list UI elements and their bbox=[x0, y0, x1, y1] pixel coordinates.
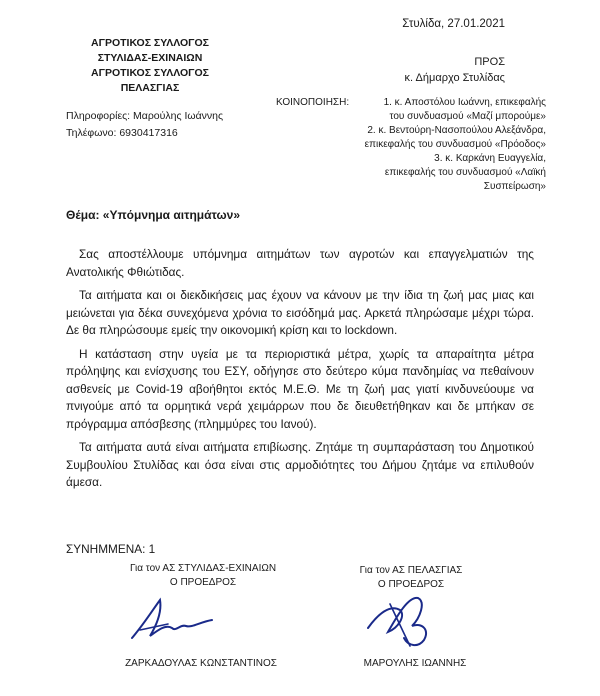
entry-line: επικεφαλής του συνδυασμού «Πρόοδος» bbox=[364, 139, 546, 150]
contact-block bbox=[66, 108, 223, 142]
body-paragraph: Τα αιτήματα αυτά είναι αιτήματα επιβίωσης. Ζητάμε τη συμπαράσταση του Δημοτικού Συμβουλίου Στυλίδας και όσα είναι στις αρμοδιότητες του Δήμου ζητάμε να επιλυθούν άμεσα. bbox=[66, 440, 534, 489]
koinopoiisi-entry bbox=[351, 96, 546, 194]
left-signature-header bbox=[108, 562, 298, 590]
sender-line: ΠΕΛΑΣΓΙΑΣ bbox=[120, 82, 180, 94]
attachments-line: ΣΥΝΗΜΜΕΝΑ: 1 bbox=[66, 542, 156, 556]
left-signatory-name: ΖΑΡΚΑΔΟΥΛΑΣ ΚΩΝΣΤΑΝΤΙΝΟΣ bbox=[125, 658, 277, 669]
recipient-block bbox=[405, 54, 505, 86]
letter-body bbox=[66, 246, 534, 498]
right-handwritten-signature bbox=[360, 588, 450, 654]
contact-phone: Τηλέφωνο: 6930417316 bbox=[66, 127, 178, 139]
right-signatory-role: Ο ΠΡΟΕΔΡΟΣ bbox=[377, 579, 445, 590]
recipient-name: κ. Δήμαρχο Στυλίδας bbox=[404, 72, 505, 84]
body-paragraph: Η κατάσταση στην υγεία με τα περιοριστικά μέτρα, χωρίς τα απαραίτητα μέτρα πρόληψης και ενίσχυσης του ΕΣΥ, οδήγησε στο δεύτερο κύμα πανδημίας να πεθαίνουν ασθενείς με Covid-19 αβοήθητοι εκτός Μ.Ε.Θ. Με τη ζωή μας γιατί κινδυνεύουμε να πνιγούμε από τα ορμητικά νερά χειμάρρων που δε διευθετήθηκαν και δε μπήκαν σε πρόγραμμα απόσβεσης (πλημμύρες του Ιανού). bbox=[66, 346, 534, 431]
sender-block bbox=[70, 36, 230, 96]
body-paragraph: Σας αποστέλλουμε υπόμνημα αιτημάτων των αγροτών και επαγγελματιών της Ανατολικής Φθιώτιδας. bbox=[66, 247, 534, 279]
letter-date: Στυλίδα, 27.01.2021 bbox=[402, 18, 505, 30]
sender-line: ΑΓΡΟΤΙΚΟΣ ΣΥΛΛΟΓΟΣ bbox=[91, 67, 209, 79]
sender-line: ΣΤΥΛΙΔΑΣ-ΕΧΙΝΑΙΩΝ bbox=[97, 52, 203, 64]
koinopoiisi-label: ΚΟΙΝΟΠΟΙΗΣΗ: bbox=[276, 97, 350, 108]
entry-line: 3. κ. Καρκάνη Ευαγγελία, bbox=[434, 153, 546, 164]
right-signatory-org: Για τον ΑΣ ΠΕΛΑΣΓΙΑΣ bbox=[359, 565, 463, 576]
body-paragraph: Τα αιτήματα και οι διεκδικήσεις μας έχουν να κάνουν με την ίδια τη ζωή μας μιας και μειώνεται για δέκα συνεχόμενα χρόνια το εισόδημά μας. Αρκετά πληρώσαμε μέχρι τώρα. Δε θα πληρώσουμε εμείς την οικονομική κρίση και το lockdown. bbox=[66, 288, 534, 337]
subject-line: Θέμα: «Υπόμνημα αιτημάτων» bbox=[66, 208, 241, 222]
left-signatory-role: Ο ΠΡΟΕΔΡΟΣ bbox=[169, 577, 237, 588]
entry-line: του συνδυασμού «Μαζί μπορούμε» bbox=[389, 111, 546, 122]
koinopoiisi-block bbox=[276, 96, 546, 194]
recipient-label: ΠΡΟΣ bbox=[474, 56, 505, 68]
entry-line: επικεφαλής του συνδυασμού «Λαϊκή Συσπείρωση» bbox=[384, 167, 546, 192]
sender-line: ΑΓΡΟΤΙΚΟΣ ΣΥΛΛΟΓΟΣ bbox=[91, 37, 209, 49]
entry-line: 1. κ. Αποστόλου Ιωάννη, επικεφαλής bbox=[383, 97, 546, 108]
contact-info: Πληροφορίες: Μαρούλης Ιωάννης bbox=[66, 110, 224, 122]
entry-line: 2. κ. Βεντούρη-Νασοπούλου Αλεξάνδρα, bbox=[367, 125, 546, 136]
right-signatory-name: ΜΑΡΟΥΛΗΣ ΙΩΑΝΝΗΣ bbox=[363, 658, 467, 669]
left-signatory-org: Για τον ΑΣ ΣΤΥΛΙΔΑΣ-ΕΧΙΝΑΙΩΝ bbox=[129, 563, 277, 574]
left-handwritten-signature bbox=[120, 594, 250, 646]
